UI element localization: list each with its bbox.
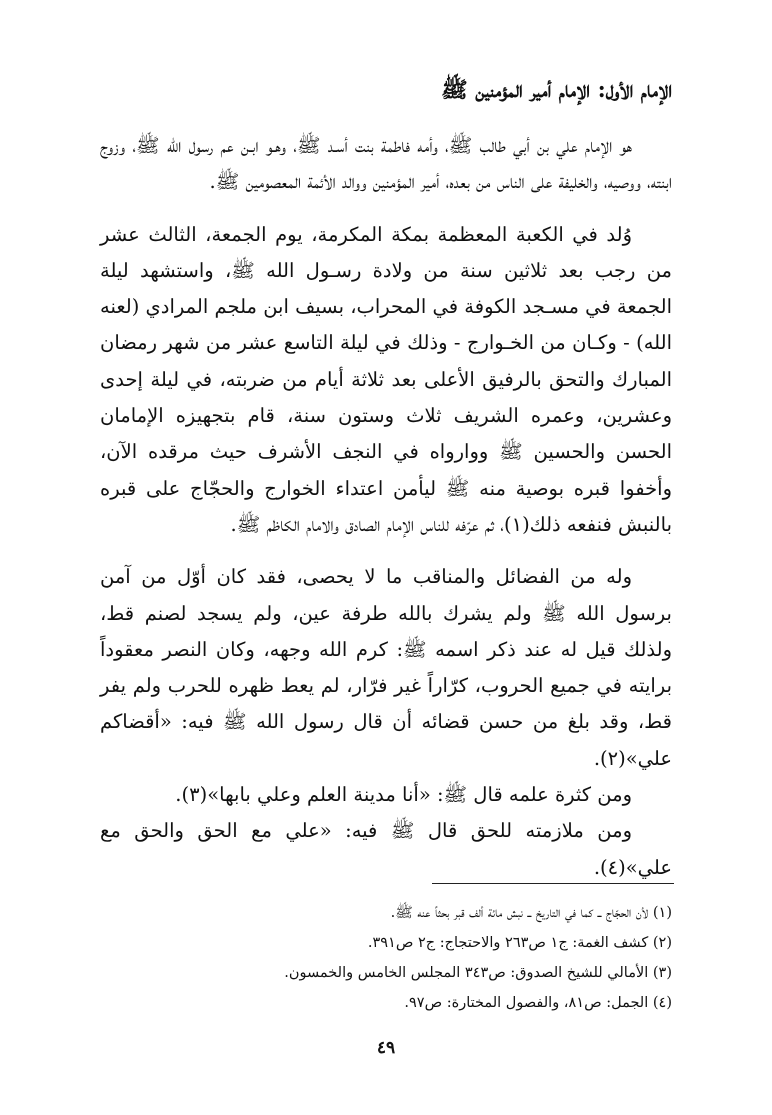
page-number: ٤٩ [376,1038,396,1058]
body-text [100,128,672,886]
footnote-4: (٤) الجمل: ص٨١، والفصول المختارة: ص٩٧. [404,995,672,1011]
paragraph-birth-and-martyrdom: وُلد في الكعبة المعظمة بمكة المكرمة، يوم الجمعة، الثالث عشر من رجب بعد ثلاثين سنة من ولادة رسـول الله ﷺ، واستشهد ليلة الجمعة في مسـجد الكوفة في المحراب، بسيف ابن ملجم المرادي (لعنه الله) - وكـان من الخـوارج - وذلك في ليلة التاسع عشر من شهر رمضان المبارك والتحق بالرفيق الأعلى بعد ثلاثة أيام من ضربته، في ليلة إحدى وعشرين، وعمره الشريف ثلاث وستون سنة، قام بتجهيزه الإمامان الحسن والحسين ﷺ ووارواه في النجف الأشرف حيث مرقده الآن، وأخفوا قبره بوصية منه ﷺ ليأمن اعتداء الخوارج والحجّاج على قبره بالنبش فنفعه ذلك(١)، ثم عرّفه للناس الإمام الصادق والامام الكاظم ﷺ. [100,222,672,536]
paragraph-introduction: هو الإمام علي بن أبي طالب ﷺ، وأمه فاطمة بنت أسـد ﷺ، وهـو ابـن عم رسول الله ﷺ، وزوج ابنته، ووصيه، والخليفة على الناس من بعده، أمير المؤمنين ووالد الأئمة المعصومين ﷺ. [100,134,672,194]
paragraph-virtues: وله من الفضائل والمناقب ما لا يحصى، فقد كان أوّل من آمن برسول الله ﷺ ولم يشرك بالله طرفة عين، ولم يسجد لصنم قط، ولذلك قيل له عند ذكر اسمه ﷺ: كرم الله وجهه، وكان النصر معقوداً برايته في جميع الحروب، كرّاراً غير فرّار، لم يعط ظهره للحرب ولم يفر قط، وقد بلغ من حسن قضائه أن قال رسول الله ﷺ فيه: «أقضاكم علي»(٢). [100,565,672,770]
paragraph-knowledge-hadith: ومن كثرة علمه قال ﷺ: «أنا مدينة العلم وعلي بابها»(٣). [175,783,632,807]
footnote-1: (١) لأن الحجّاج ــ كما في التاريخ ــ نبش مائة ألف قبر بحثاً عنه ﷺ. [390,905,672,921]
footnotes [100,898,672,1018]
chapter-heading: الإمام الأول: الإمام أمير المؤمنين ﷺ [441,77,672,103]
footnote-divider [432,883,674,884]
footnote-2: (٢) كشف الغمة: ج١ ص٢٦٣ والاحتجاج: ج٢ ص٣٩١. [367,935,672,951]
footnote-3: (٣) الأمالي للشيخ الصدوق: ص٣٤٣ المجلس الخامس والخمسون. [284,965,672,981]
paragraph-truth-hadith: ومن ملازمته للحق قال ﷺ فيه: «علي مع الحق والحق مع علي»(٤). [100,819,672,879]
